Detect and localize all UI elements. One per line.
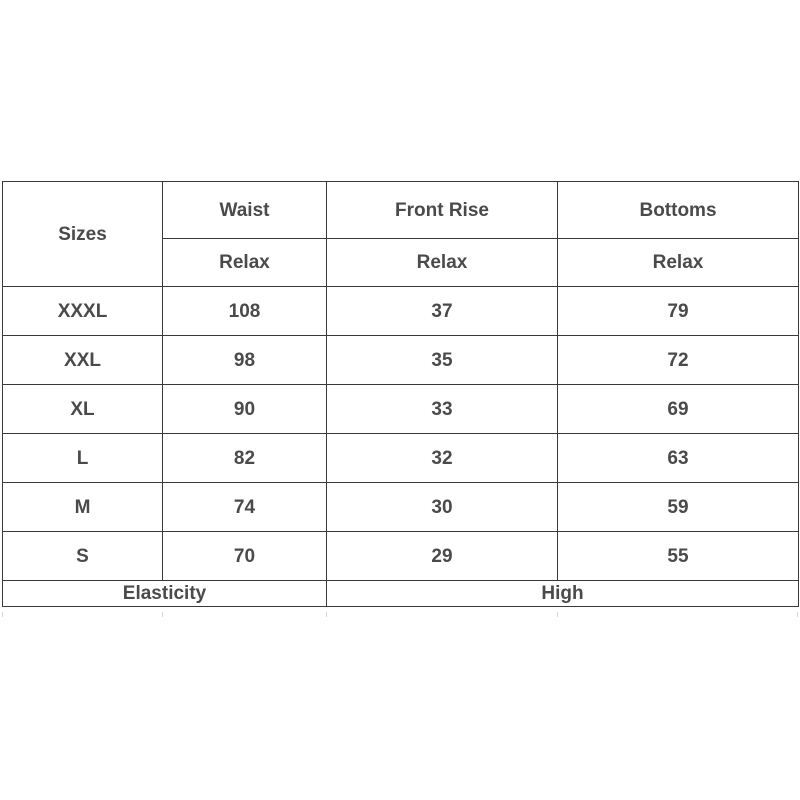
column-header-bottoms: Bottoms (558, 182, 799, 239)
tick-mark (797, 612, 798, 617)
bottoms-cell: 79 (558, 287, 799, 336)
waist-cell: 74 (163, 483, 327, 532)
front-rise-cell: 33 (327, 385, 558, 434)
column-header-waist: Waist (163, 182, 327, 239)
column-subheader-waist: Relax (163, 239, 327, 287)
footer-row (3, 581, 799, 607)
bottoms-cell: 72 (558, 336, 799, 385)
waist-cell: 98 (163, 336, 327, 385)
tick-mark (2, 612, 3, 617)
tick-mark (162, 612, 163, 617)
waist-cell: 90 (163, 385, 327, 434)
table-row (3, 336, 799, 385)
tick-mark (326, 612, 327, 617)
table-row (3, 532, 799, 581)
size-cell: XL (3, 385, 163, 434)
waist-cell: 108 (163, 287, 327, 336)
bottoms-cell: 59 (558, 483, 799, 532)
size-cell: XXXL (3, 287, 163, 336)
size-cell: S (3, 532, 163, 581)
table-row (3, 385, 799, 434)
front-rise-cell: 37 (327, 287, 558, 336)
column-subheader-front-rise: Relax (327, 239, 558, 287)
table-row (3, 434, 799, 483)
size-chart-table (2, 181, 799, 607)
size-cell: M (3, 483, 163, 532)
column-subheader-bottoms: Relax (558, 239, 799, 287)
sizes-header: Sizes (3, 182, 163, 287)
table-row (3, 483, 799, 532)
front-rise-cell: 35 (327, 336, 558, 385)
tick-mark (557, 612, 558, 617)
waist-cell: 70 (163, 532, 327, 581)
waist-cell: 82 (163, 434, 327, 483)
front-rise-cell: 30 (327, 483, 558, 532)
size-cell: L (3, 434, 163, 483)
size-cell: XXL (3, 336, 163, 385)
bottoms-cell: 55 (558, 532, 799, 581)
front-rise-cell: 32 (327, 434, 558, 483)
elasticity-label: Elasticity (3, 581, 327, 607)
front-rise-cell: 29 (327, 532, 558, 581)
bottoms-cell: 63 (558, 434, 799, 483)
elasticity-value: High (327, 581, 799, 607)
bottoms-cell: 69 (558, 385, 799, 434)
table-row (3, 287, 799, 336)
gridline-ticks (0, 612, 800, 620)
column-header-front-rise: Front Rise (327, 182, 558, 239)
header-row (3, 182, 799, 239)
